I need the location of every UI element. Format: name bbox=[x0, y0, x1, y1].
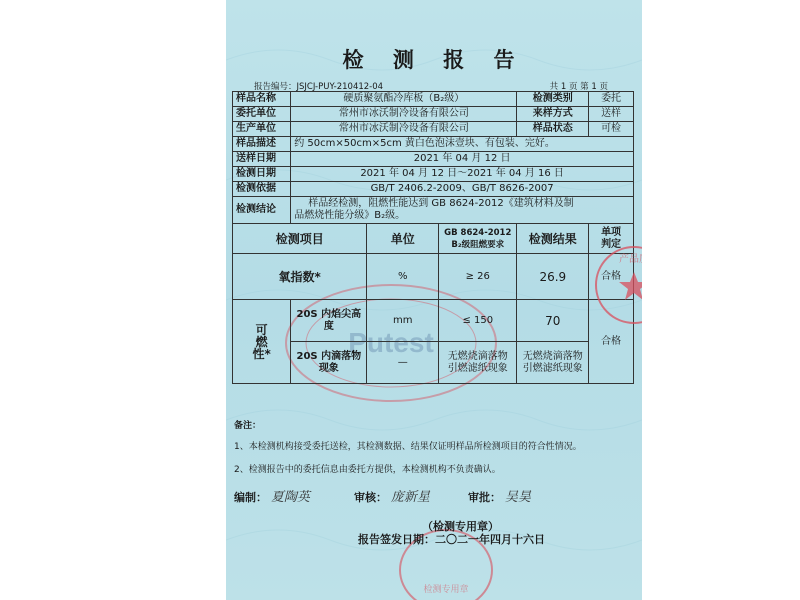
test-type: 委托 bbox=[589, 92, 634, 107]
drip-label: 20S 内滴落物现象 bbox=[291, 342, 367, 384]
head-req-line-2: B₂级阻燃要求 bbox=[451, 239, 505, 250]
test-type-label: 检测类别 bbox=[517, 92, 589, 107]
test-date: 2021 年 04 月 12 日～2021 年 04 月 16 日 bbox=[291, 167, 634, 182]
conclusion-line-1: 样品经检测，阻燃性能达到 GB 8624-2012《建筑材料及制 bbox=[308, 198, 574, 209]
status: 可检 bbox=[589, 122, 634, 137]
editor-signature bbox=[234, 486, 310, 505]
producer: 常州市冰沃制冷设备有限公司 bbox=[291, 122, 517, 137]
report-title: 检 测 报 告 bbox=[342, 48, 526, 72]
send-date-label: 送样日期 bbox=[233, 152, 291, 167]
flame-height-result: 70 bbox=[517, 300, 589, 342]
side-seal-text: 产品质 bbox=[619, 254, 649, 265]
notes-label: 备注： bbox=[234, 421, 262, 431]
head-result: 检测结果 bbox=[517, 224, 589, 254]
oxygen-requirement: ≥ 26 bbox=[439, 254, 517, 300]
flammability-label: 可燃性* bbox=[233, 300, 291, 384]
seal-label: （检测专用章） bbox=[422, 520, 499, 533]
report-number: 报告编号：JSJCJ-PUY-210412-04 bbox=[254, 82, 384, 92]
producer-label: 生产单位 bbox=[233, 122, 291, 137]
status-label: 样品状态 bbox=[517, 122, 589, 137]
note-1: 1、本检测机构接受委托送检，其检测数据、结果仅证明样品所检测项目的符合性情况。 bbox=[234, 442, 582, 452]
test-basis: GB/T 2406.2-2009、GB/T 8626-2007 bbox=[291, 182, 634, 197]
flame-height-label: 20S 内焰尖高度 bbox=[291, 300, 367, 342]
conclusion-label: 检测结论 bbox=[233, 197, 291, 224]
page-info: 共 1 页 第 1 页 bbox=[549, 82, 608, 92]
send-date: 2021 年 04 月 12 日 bbox=[291, 152, 634, 167]
notes-section bbox=[234, 418, 634, 477]
flammability-judge: 合格 bbox=[589, 300, 634, 384]
head-judge-line-2: 判定 bbox=[601, 238, 622, 250]
sampling-label: 来样方式 bbox=[517, 107, 589, 122]
head-item: 检测项目 bbox=[233, 224, 367, 254]
sample-name: 硬质聚氨酯冷库板（B₂级） bbox=[291, 92, 517, 107]
desc-label: 样品描述 bbox=[233, 137, 291, 152]
report-table bbox=[232, 91, 634, 384]
drip-req-line-2: 引燃滤纸现象 bbox=[447, 362, 508, 374]
drip-unit: — bbox=[367, 342, 439, 384]
sampling: 送样 bbox=[589, 107, 634, 122]
side-seal bbox=[594, 240, 649, 330]
drip-requirement bbox=[439, 342, 517, 384]
head-unit: 单位 bbox=[367, 224, 439, 254]
oxygen-judge: 合格 bbox=[589, 254, 634, 300]
drip-result-line-1: 无燃烧滴落物 bbox=[522, 350, 583, 362]
head-req-line-1: GB 8624-2012 bbox=[444, 227, 512, 238]
reviewer-label: 审核： bbox=[354, 491, 387, 504]
report-paper bbox=[226, 0, 649, 600]
test-date-label: 检测日期 bbox=[233, 167, 291, 182]
bottom-seal-text: 检测专用章 bbox=[423, 585, 469, 595]
approver-name: 吴昊 bbox=[504, 490, 531, 505]
client-label: 委托单位 bbox=[233, 107, 291, 122]
drip-result-line-2: 引燃滤纸现象 bbox=[522, 362, 583, 374]
flame-height-unit: mm bbox=[367, 300, 439, 342]
head-requirement bbox=[439, 224, 517, 254]
conclusion bbox=[291, 197, 634, 224]
reviewer-name: 庞新星 bbox=[390, 490, 430, 505]
approver-signature bbox=[468, 486, 531, 505]
approver-label: 审批： bbox=[468, 491, 501, 504]
editor-label: 编制： bbox=[234, 491, 267, 504]
oxygen-unit: % bbox=[367, 254, 439, 300]
note-2: 2、检测报告中的委托信息由委托方提供，本检测机构不负责确认。 bbox=[234, 465, 501, 475]
oxygen-index-label: 氧指数* bbox=[233, 254, 367, 300]
sample-description: 约 50cm×50cm×5cm 黄白色泡沫壹块、有包装、完好。 bbox=[291, 137, 634, 152]
sample-name-label: 样品名称 bbox=[233, 92, 291, 107]
editor-name: 夏陶英 bbox=[270, 490, 310, 505]
flame-height-requirement: ≤ 150 bbox=[439, 300, 517, 342]
basis-label: 检测依据 bbox=[233, 182, 291, 197]
conclusion-line-2: 品燃烧性能分级》B₂级。 bbox=[294, 210, 406, 221]
reviewer-signature bbox=[354, 486, 430, 505]
issue-date: 报告签发日期：二〇二一年四月十六日 bbox=[358, 533, 545, 546]
oxygen-result: 26.9 bbox=[517, 254, 589, 300]
drip-result bbox=[517, 342, 589, 384]
drip-req-line-1: 无燃烧滴落物 bbox=[447, 350, 508, 362]
stamp-brand-text: Putest bbox=[348, 327, 434, 358]
head-judge-line-1: 单项 bbox=[601, 226, 622, 238]
client: 常州市冰沃制冷设备有限公司 bbox=[291, 107, 517, 122]
